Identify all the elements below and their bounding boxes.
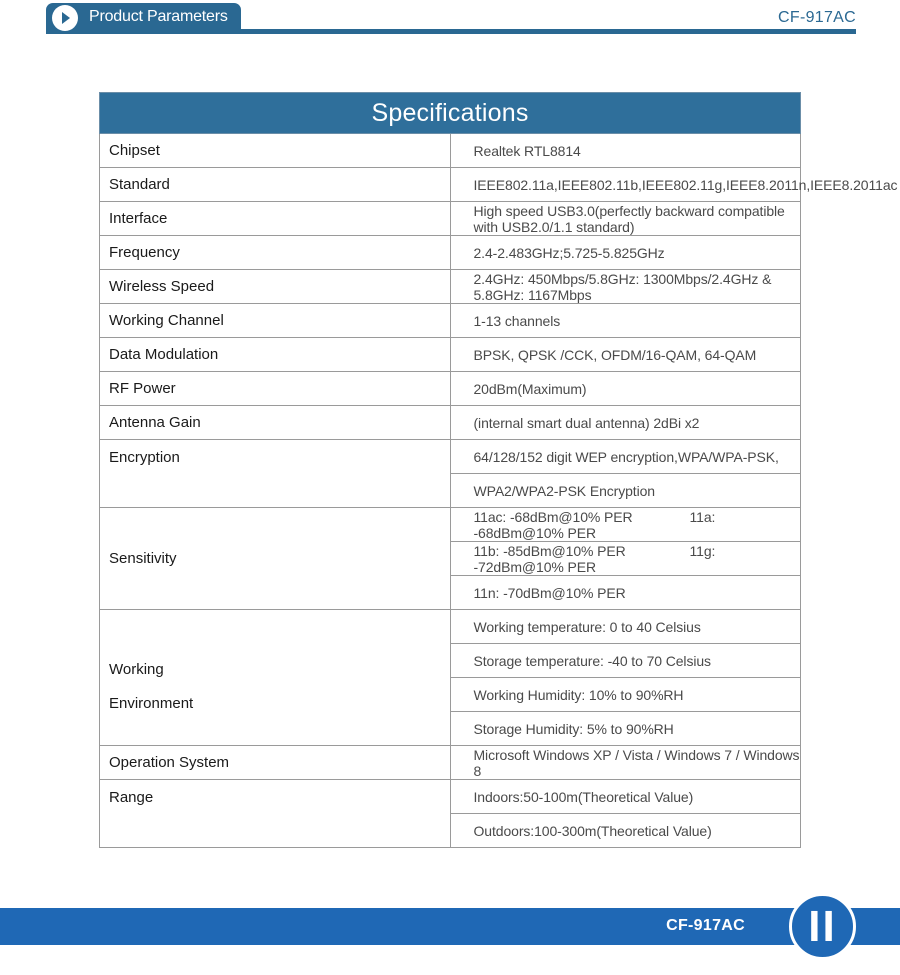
specifications-table (99, 92, 898, 848)
table-row (100, 508, 801, 542)
row-value: Microsoft Windows XP / Vista / Windows 7 / Windows 8 (450, 746, 801, 780)
row-label: Operation System (100, 746, 451, 780)
row-value: Working Humidity: 10% to 90%RH (450, 678, 801, 712)
row-value: 2.4GHz: 450Mbps/5.8GHz: 1300Mbps/2.4GHz & 5.8GHz: 1167Mbps (450, 270, 801, 304)
table-row (100, 746, 801, 780)
row-value: WPA2/WPA2-PSK Encryption (450, 474, 801, 508)
table-row (100, 610, 801, 644)
row-value (450, 576, 801, 610)
row-value: 64/128/152 digit WEP encryption,WPA/WPA-PSK, (450, 440, 801, 474)
row-value: Outdoors:100-300m(Theoretical Value) (450, 814, 801, 848)
sensitivity-value: 11a: -68dBm@10% PER (473, 508, 716, 541)
table-row (100, 338, 801, 372)
row-value: (internal smart dual antenna) 2dBi x2 (450, 406, 801, 440)
row-value: 2.4-2.483GHz;5.725-5.825GHz (450, 236, 801, 270)
row-label: Range (100, 780, 451, 848)
row-value: Storage temperature: -40 to 70 Celsius (450, 644, 801, 678)
row-value: Realtek RTL8814 (450, 134, 801, 168)
table-row (100, 270, 801, 304)
footer-bar (0, 908, 900, 945)
table-row (100, 168, 801, 202)
sensitivity-value: 11ac: -68dBm@10% PER (473, 508, 633, 525)
sensitivity-value: 11b: -85dBm@10% PER (473, 542, 626, 559)
row-label: Antenna Gain (100, 406, 451, 440)
row-value: High speed USB3.0(perfectly backward compatible with USB2.0/1.1 standard) (450, 202, 801, 236)
row-label: Frequency (100, 236, 451, 270)
row-label: Data Modulation (100, 338, 451, 372)
row-value: Indoors:50-100m(Theoretical Value) (450, 780, 801, 814)
header-model-name: CF-917AC (778, 9, 856, 26)
row-label: Sensitivity (100, 508, 451, 610)
row-label: Working Channel (100, 304, 451, 338)
section-title: Product Parameters (89, 8, 228, 25)
row-value: Storage Humidity: 5% to 90%RH (450, 712, 801, 746)
table-row (100, 780, 801, 814)
table-row (100, 440, 801, 474)
row-label: Standard (100, 168, 451, 202)
row-label: Interface (100, 202, 451, 236)
table-row (100, 236, 801, 270)
row-value: 20dBm(Maximum) (450, 372, 801, 406)
table-row (100, 372, 801, 406)
row-label-line: Environment (109, 695, 194, 712)
table-row (100, 202, 801, 236)
play-circle-icon (52, 5, 78, 31)
row-label (100, 610, 451, 746)
row-value: 1-13 channels (450, 304, 801, 338)
row-label: Wireless Speed (100, 270, 451, 304)
footer-model-name: CF-917AC (666, 917, 745, 934)
sensitivity-value: 11n: -70dBm@10% PER (473, 584, 626, 601)
row-value (450, 508, 801, 542)
table-row (100, 304, 801, 338)
row-label-line: Working (109, 661, 164, 678)
row-value: BPSK, QPSK /CCK, OFDM/16-QAM, 64-QAM (450, 338, 801, 372)
sensitivity-value: 11g: -72dBm@10% PER (473, 542, 716, 575)
row-value: Working temperature: 0 to 40 Celsius (450, 610, 801, 644)
row-value: IEEE802.11a,IEEE802.11b,IEEE802.11g,IEEE8.2011n,IEEE8.2011ac (450, 168, 801, 202)
table-header-row (100, 93, 801, 134)
row-label: RF Power (100, 372, 451, 406)
table-row (100, 406, 801, 440)
row-label: Chipset (100, 134, 451, 168)
row-label: Encryption (100, 440, 451, 508)
row-value (450, 542, 801, 576)
table-row (100, 134, 801, 168)
page-numeral: II (808, 902, 837, 951)
table-title: Specifications (100, 93, 801, 134)
